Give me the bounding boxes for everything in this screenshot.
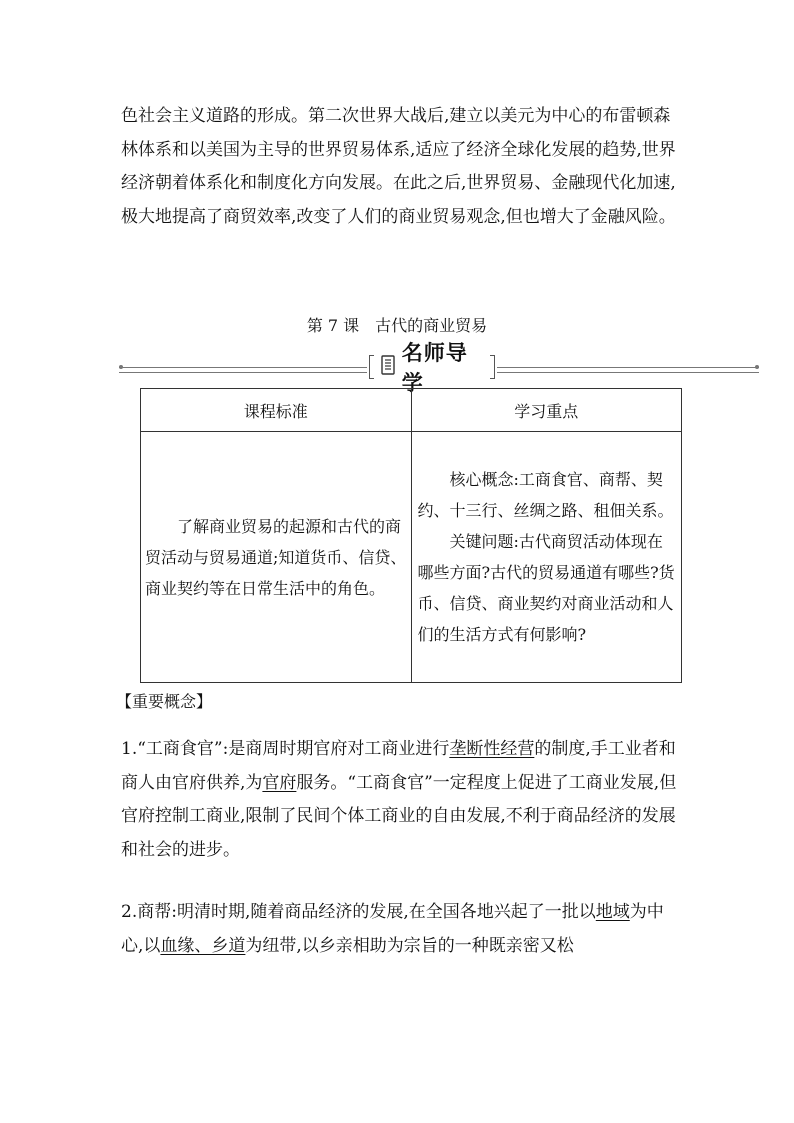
underlined-term: 血缘、乡道: [160, 935, 246, 956]
header-course-standard: 课程标准: [141, 389, 412, 432]
important-concepts-label: 【重要概念】: [116, 692, 213, 711]
concept-1-paragraph: 1.“工商食官”:是商周时期官府对工商业进行垄断性经营的制度,手工业者和商人由官府供养,为官府服务。“工商食官”一定程度上促进了工商业发展,但官府控制工商业,限制了民间个体工商业的自由发展,不利于商品经济的发展和社会的进步。: [121, 739, 677, 860]
header-key-points: 学习重点: [411, 389, 682, 432]
standards-table: [140, 388, 682, 683]
underlined-term: 垄断性经营: [449, 739, 535, 759]
course-standard-cell: [141, 432, 412, 683]
key-points-cell: [411, 432, 682, 683]
banner-title: 名师导学: [401, 341, 468, 395]
underlined-term: 官府: [262, 772, 297, 793]
concept-2-paragraph: 2.商帮:明清时期,随着商品经济的发展,在全国各地兴起了一批以地域为中心,以血缘、乡道为纽带,以乡亲相助为宗旨的一种既亲密又松: [121, 902, 664, 956]
banner-left-rule: [119, 367, 367, 373]
table-header-row: [141, 389, 682, 432]
section-banner: [119, 341, 759, 395]
underlined-term: 地域: [595, 902, 630, 922]
table-row: [141, 432, 682, 683]
core-concepts-text: 核心概念:工商食官、商帮、契约、十三行、丝绸之路、租佃关系。: [417, 470, 674, 520]
intro-paragraph: 色社会主义道路的形成。第二次世界大战后,建立以美元为中心的布雷顿森林体系和以美国为主导的世界贸易体系,适应了经济全球化发展的趋势,世界经济朝着体系化和制度化方向发展。在此之后,世界贸易、金融现代化加速,极大地提高了商贸效率,改变了人们的商业贸易观念,但也增大了金融风险。: [121, 106, 676, 227]
banner-right-rule: [497, 367, 759, 373]
lesson-title: 第 7 课 古代的商业贸易: [306, 316, 488, 335]
key-questions-text: 关键问题:古代商贸活动体现在哪些方面?古代的贸易通道有哪些?货币、信贷、商业契约对商业活动和人们的生活方式有何影响?: [417, 532, 675, 644]
course-standard-text: 了解商业贸易的起源和古代的商贸活动与贸易通道;知道货币、信贷、商业契约等在日常生活中的角色。: [145, 516, 407, 598]
book-icon: [380, 355, 396, 379]
banner-badge: [369, 341, 495, 395]
